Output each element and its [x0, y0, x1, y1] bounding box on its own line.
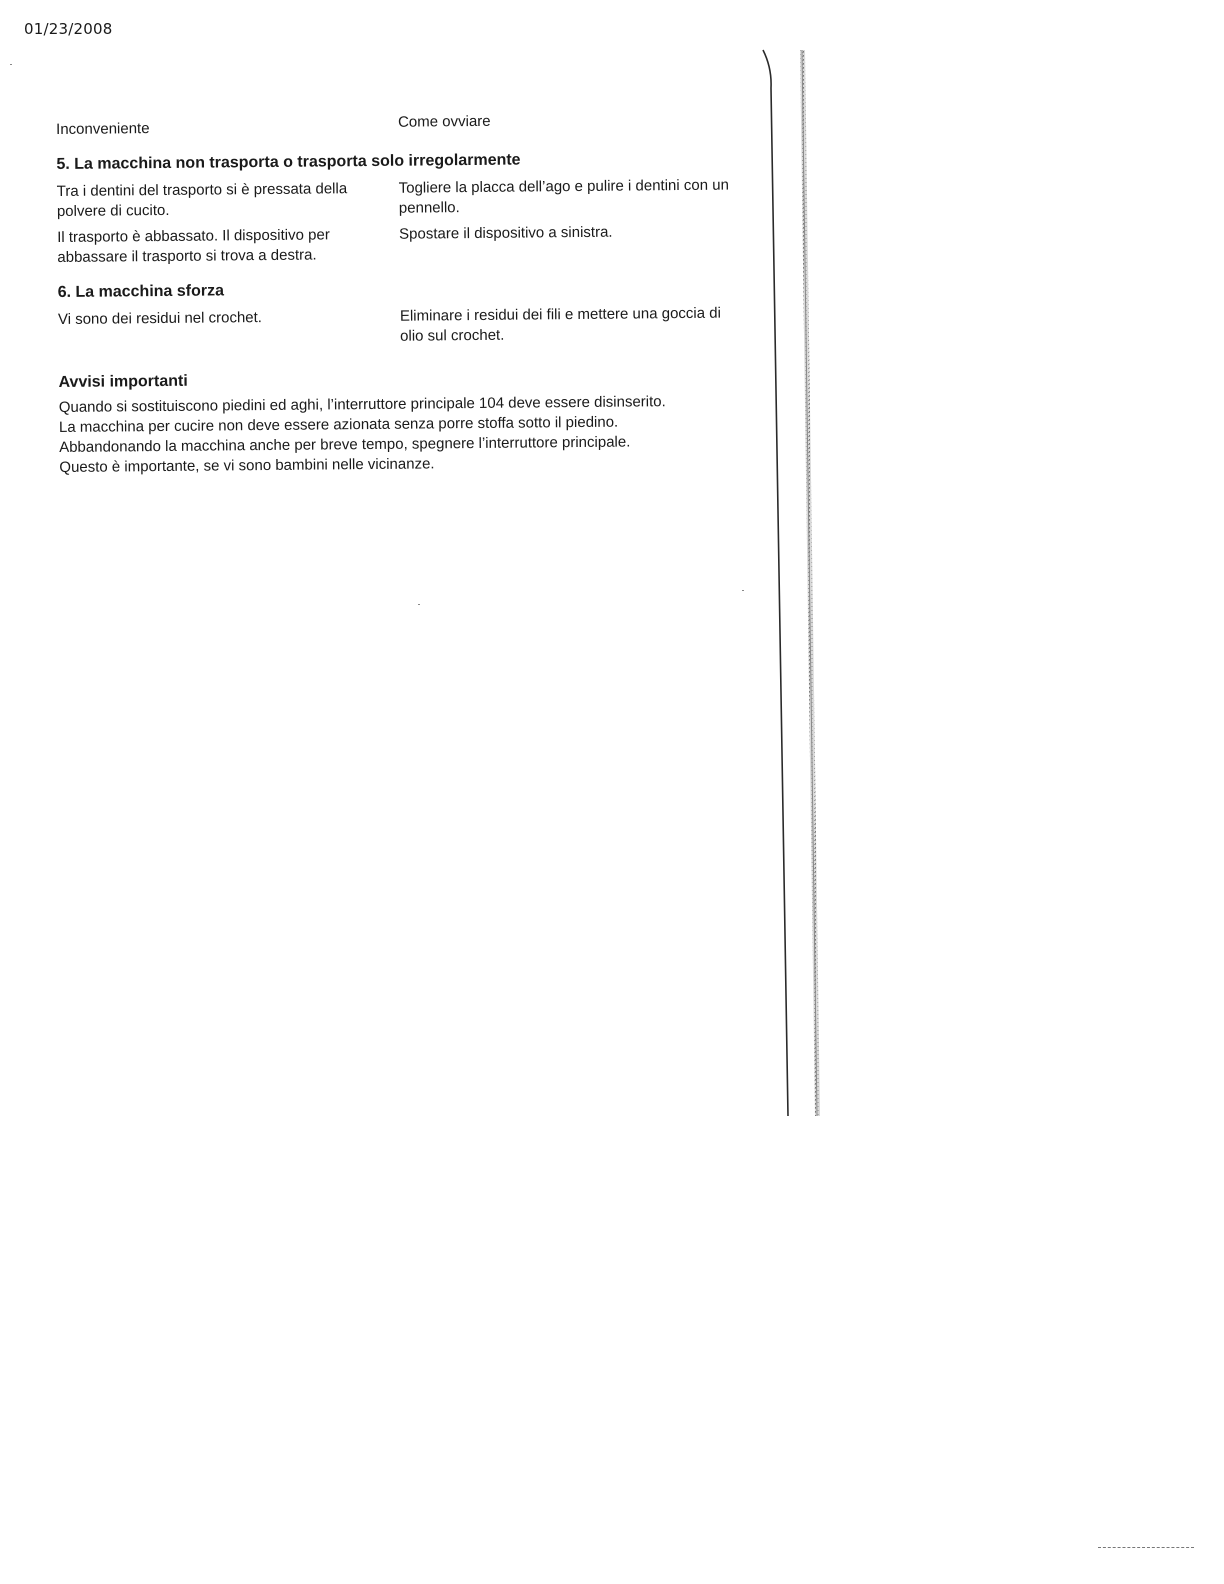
- scan-binding-edge: [760, 48, 830, 1118]
- notice-line: Abbandonando la macchina anche per breve tempo, spegnere l’interruttore principale.: [59, 433, 631, 456]
- problem-text: Vi sono dei residui nel crochet.: [57, 309, 263, 328]
- remedy-text: Spostare il dispositivo a sinistra.: [399, 223, 613, 243]
- scan-speck: [742, 590, 744, 591]
- remedy-text: Togliere la placca dell’ago e pulire i dentini con un pennello.: [398, 176, 729, 217]
- table-row: [58, 303, 738, 350]
- remedy-column-header: Come ovviare: [397, 112, 491, 131]
- scan-speck: [418, 604, 420, 605]
- scan-speck: [10, 64, 12, 65]
- troubleshooting-content: [56, 111, 739, 478]
- problem-text: Tra i dentini del trasporto si è pressata della polvere di cucito.: [56, 180, 348, 220]
- table-row: [57, 175, 737, 222]
- section-5: [56, 149, 737, 268]
- important-notices: [58, 367, 739, 478]
- date-stamp: 01/23/2008: [24, 20, 113, 38]
- scan-dotted-rule: [1098, 1547, 1194, 1548]
- section-title: 5. La macchina non trasporta o trasporta solo irregolarmente: [56, 151, 521, 173]
- remedy-text: Eliminare i residui dei fili e mettere una goccia di olio sul crochet.: [399, 304, 721, 345]
- notices-title: Avvisi importanti: [58, 372, 188, 391]
- section-title: 6. La macchina sforza: [57, 282, 225, 301]
- table-row: [57, 221, 737, 268]
- problem-column-header: Inconveniente: [56, 120, 150, 138]
- column-headers: [56, 113, 736, 140]
- notices-body: [59, 391, 740, 478]
- section-6: [58, 277, 739, 350]
- notice-line: Questo è importante, se vi sono bambini nelle vicinanze.: [59, 455, 435, 476]
- notice-line: La macchina per cucire non deve essere azionata senza porre stoffa sotto il piedino.: [58, 413, 619, 436]
- notice-line: Quando si sostituiscono piedini ed aghi, l’interruttore principale 104 deve essere disinserito.: [58, 393, 666, 416]
- problem-text: Il trasporto è abbassato. Il dispositivo per abbassare il trasporto si trova a destra.: [57, 226, 330, 266]
